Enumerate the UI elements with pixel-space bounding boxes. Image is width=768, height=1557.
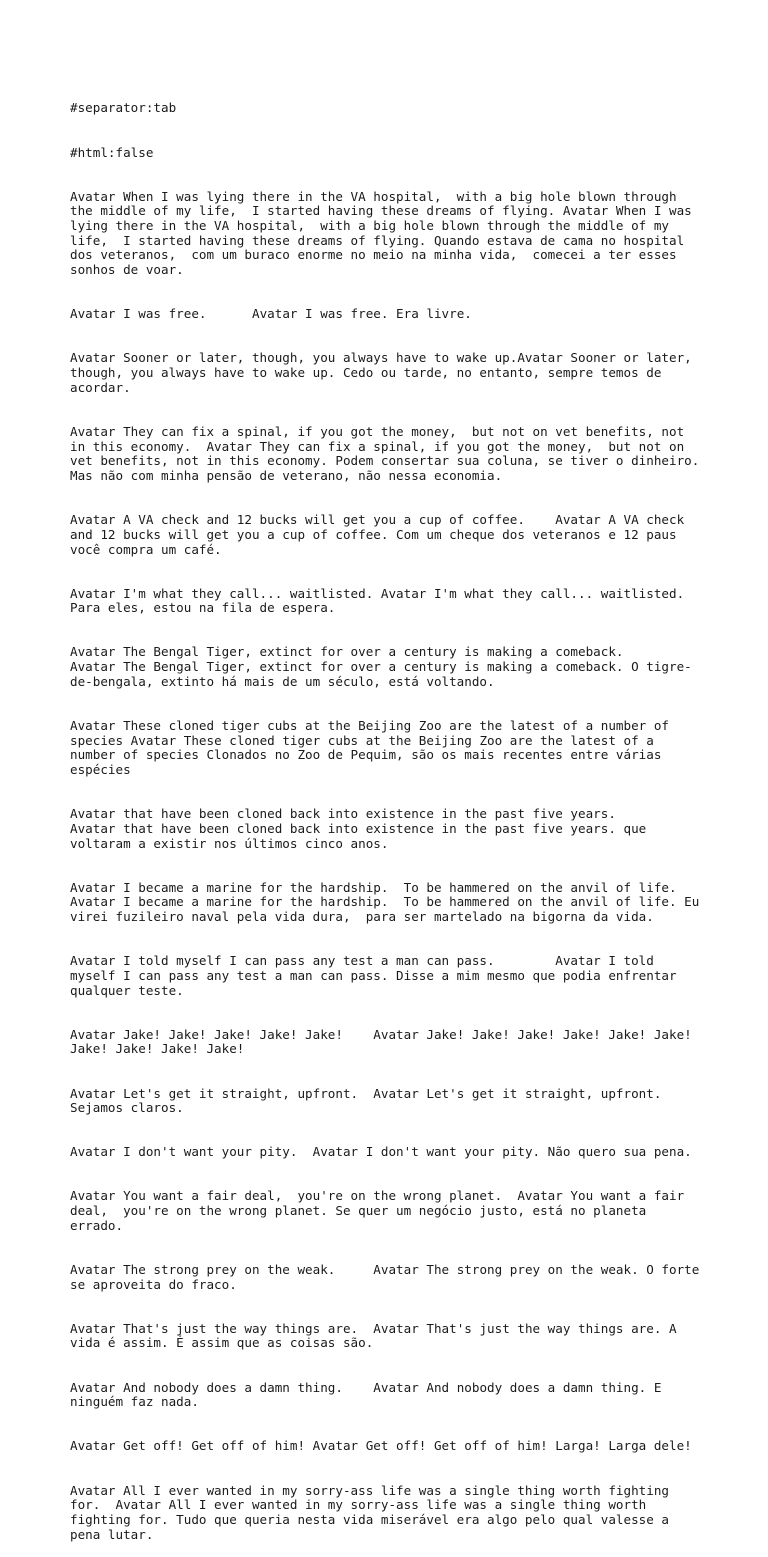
card-row: Avatar Let's get it straight, upfront. Avatar Let's get it straight, upfront. Sejamos claros. <box>70 1085 670 1116</box>
card-row: Avatar They can fix a spinal, if you got the money, but not on vet benefits, not in this economy. Avatar They can fix a spinal, if you got the money, but not on vet benefits, not in this economy. Podem consertar sua coluna, se tiver o dinheiro. Mas não com minha pensão de veterano, não nessa economia. <box>70 423 707 483</box>
card-row: Avatar You want a fair deal, you're on the wrong planet. Avatar You want a fair deal, you're on the wrong planet. Se quer um negócio justo, está no planeta errado. <box>70 1188 692 1233</box>
card-row: Avatar When I was lying there in the VA hospital, with a big hole blown through the middle of my life, I started having these dreams of flying. Avatar When I was lying there in the VA hospital, with a big hole blown through the middle of my life, I started having these dreams of flying. Quando estava de cama no hospital dos veteranos, com um buraco enorme no meio na minha vida, comecei a ter esses sonhos de voar. <box>70 188 700 278</box>
card-row: Avatar A VA check and 12 bucks will get you a cup of coffee. Avatar A VA check and 12 bucks will get you a cup of coffee. Com um cheque dos veteranos e 12 paus você compra um café. <box>70 512 692 557</box>
card-row: Avatar Sooner or later, though, you always have to wake up.Avatar Sooner or later, though, you always have to wake up. Cedo ou tarde, no entanto, sempre temos de acordar. <box>70 350 700 395</box>
html-directive: #html:false <box>70 144 154 160</box>
card-row: Avatar That's just the way things are. Avatar That's just the way things are. A vida é assim. É assim que as coisas são. <box>70 1320 685 1351</box>
card-row: Avatar Jake! Jake! Jake! Jake! Jake! Avatar Jake! Jake! Jake! Jake! Jake! Jake! Jake! Jake! Jake! Jake! <box>70 1026 700 1057</box>
card-row: Avatar I was free. Avatar I was free. Era livre. <box>70 306 472 322</box>
card-row: Avatar that have been cloned back into existence in the past five years. Avatar that have been cloned back into existence in the past five years. que voltaram a existir nos últimos cinco anos. <box>70 806 677 851</box>
card-row: Avatar I'm what they call... waitlisted. Avatar I'm what they call... waitlisted. Para eles, estou na fila de espera. <box>70 585 692 616</box>
card-row: Avatar I became a marine for the hardship. To be hammered on the anvil of life. Avatar I became a marine for the hardship. To be hammered on the anvil of life. Eu virei fuzileiro naval pela vida dura, para ser martelado na bigorna da vida. <box>70 879 738 925</box>
card-row: Avatar And nobody does a damn thing. Avatar And nobody does a damn thing. E ninguém faz nada. <box>70 1379 670 1410</box>
document-page <box>70 72 738 1557</box>
card-row: Avatar The strong prey on the weak. Avatar The strong prey on the weak. O forte se aproveita do fraco. <box>70 1261 707 1292</box>
card-row: Avatar All I ever wanted in my sorry-ass life was a single thing worth fighting for. Avatar All I ever wanted in my sorry-ass life was a single thing worth fighting for. Tudo que queria nesta vida miserável era algo pelo qual valesse a pena lutar. <box>70 1482 677 1542</box>
card-row: Avatar These cloned tiger cubs at the Beijing Zoo are the latest of a number of species Avatar These cloned tiger cubs at the Beijing Zoo are the latest of a number of species Clonados no Zoo de Pequim, são os mais recentes entre várias espécies <box>70 717 677 778</box>
card-row: Avatar Get off! Get off of him! Avatar Get off! Get off of him! Larga! Larga dele! <box>70 1438 692 1454</box>
separator-directive: #separator:tab <box>70 100 177 116</box>
card-row: Avatar The Bengal Tiger, extinct for over a century is making a comeback. Avatar The Bengal Tiger, extinct for over a century is making a comeback. O tigre-de-bengala, extinto há mais de um século, está voltando. <box>70 644 692 689</box>
card-row: Avatar I don't want your pity. Avatar I don't want your pity. Não quero sua pena. <box>70 1144 692 1160</box>
card-row: Avatar I told myself I can pass any test a man can pass. Avatar I told myself I can pass any test a man can pass. Disse a mim mesmo que podia enfrentar qualquer teste. <box>70 953 685 998</box>
